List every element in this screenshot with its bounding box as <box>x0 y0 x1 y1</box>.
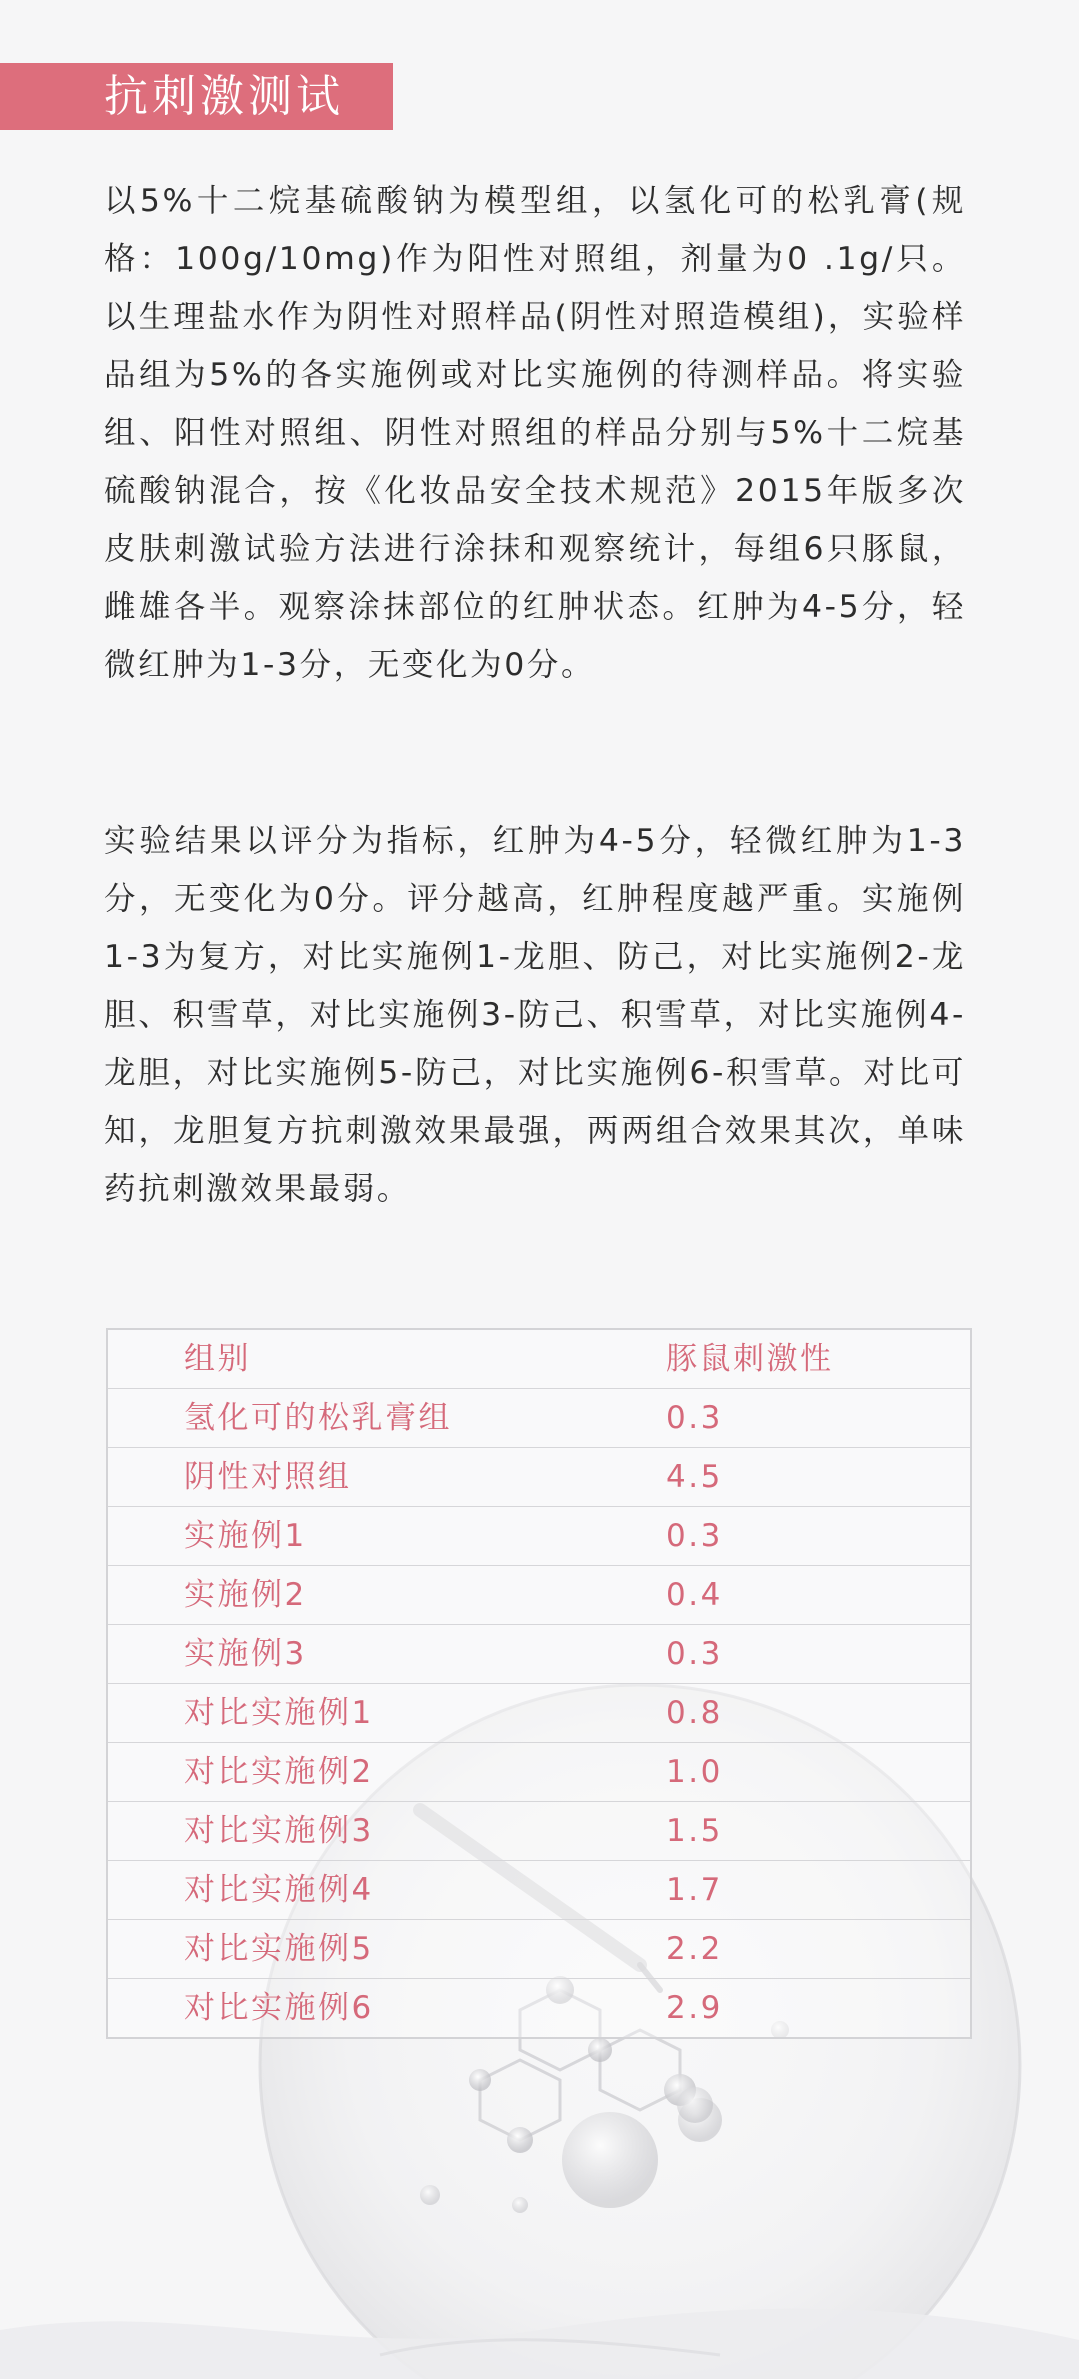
group-name: 阴性对照组 <box>184 1459 352 1495</box>
irritation-score: 1.5 <box>666 1813 723 1849</box>
irritation-score: 2.9 <box>666 1990 723 2026</box>
table-row <box>108 1979 970 2037</box>
group-name: 对比实施例3 <box>184 1813 374 1849</box>
table-row <box>108 1507 970 1566</box>
table-row <box>108 1389 970 1448</box>
irritation-score: 0.4 <box>666 1577 723 1613</box>
method-paragraph: 以5%十二烷基硫酸钠为模型组，以氢化可的松乳膏(规格：100g/10mg)作为阳性对照组，剂量为0 .1g/只。以生理盐水作为阴性对照样品(阴性对照造模组)，实验样品组为5%的各实施例或对比实施例的待测样品。将实验组、阳性对照组、阴性对照组的样品分别与5%十二烷基硫酸钠混合，按《化妆品安全技术规范》2015年版多次皮肤刺激试验方法进行涂抹和观察统计，每组6只豚鼠，雌雄各半。观察涂抹部位的红肿状态。红肿为4-5分，轻微红肿为1-3分，无变化为0分。 <box>104 183 966 683</box>
group-name: 对比实施例4 <box>184 1872 374 1908</box>
irritation-score: 4.5 <box>666 1459 723 1495</box>
irritation-score: 2.2 <box>666 1931 723 1967</box>
header-irritation: 豚鼠刺激性 <box>666 1341 834 1377</box>
group-name: 实施例1 <box>184 1518 307 1554</box>
irritation-score: 0.3 <box>666 1400 723 1436</box>
header-group: 组别 <box>184 1341 251 1377</box>
irritation-score: 0.8 <box>666 1695 723 1731</box>
table-row <box>108 1920 970 1979</box>
group-name: 对比实施例6 <box>184 1990 374 2026</box>
irritation-results-table <box>106 1328 972 2039</box>
table-row <box>108 1625 970 1684</box>
table-header-row <box>108 1330 970 1389</box>
table-row <box>108 1861 970 1920</box>
group-name: 氢化可的松乳膏组 <box>184 1400 452 1436</box>
section-title: 抗刺激测试 <box>104 71 344 122</box>
irritation-score: 0.3 <box>666 1518 723 1554</box>
group-name: 对比实施例1 <box>184 1695 374 1731</box>
irritation-score: 1.7 <box>666 1872 723 1908</box>
table-row <box>108 1448 970 1507</box>
table-row <box>108 1802 970 1861</box>
irritation-score: 1.0 <box>666 1754 723 1790</box>
irritation-score: 0.3 <box>666 1636 723 1672</box>
table-row <box>108 1566 970 1625</box>
table-row <box>108 1684 970 1743</box>
group-name: 实施例3 <box>184 1636 307 1672</box>
table-row <box>108 1743 970 1802</box>
group-name: 实施例2 <box>184 1577 307 1613</box>
group-name: 对比实施例2 <box>184 1754 374 1790</box>
section-title-banner <box>0 63 393 130</box>
group-name: 对比实施例5 <box>184 1931 374 1967</box>
results-paragraph: 实验结果以评分为指标，红肿为4-5分，轻微红肿为1-3分，无变化为0分。评分越高，红肿程度越严重。实施例1-3为复方，对比实施例1-龙胆、防己，对比实施例2-龙胆、积雪草，对比实施例3-防己、积雪草，对比实施例4-龙胆，对比实施例5-防己，对比实施例6-积雪草。对比可知，龙胆复方抗刺激效果最强，两两组合效果其次，单味药抗刺激效果最弱。 <box>104 823 966 1207</box>
